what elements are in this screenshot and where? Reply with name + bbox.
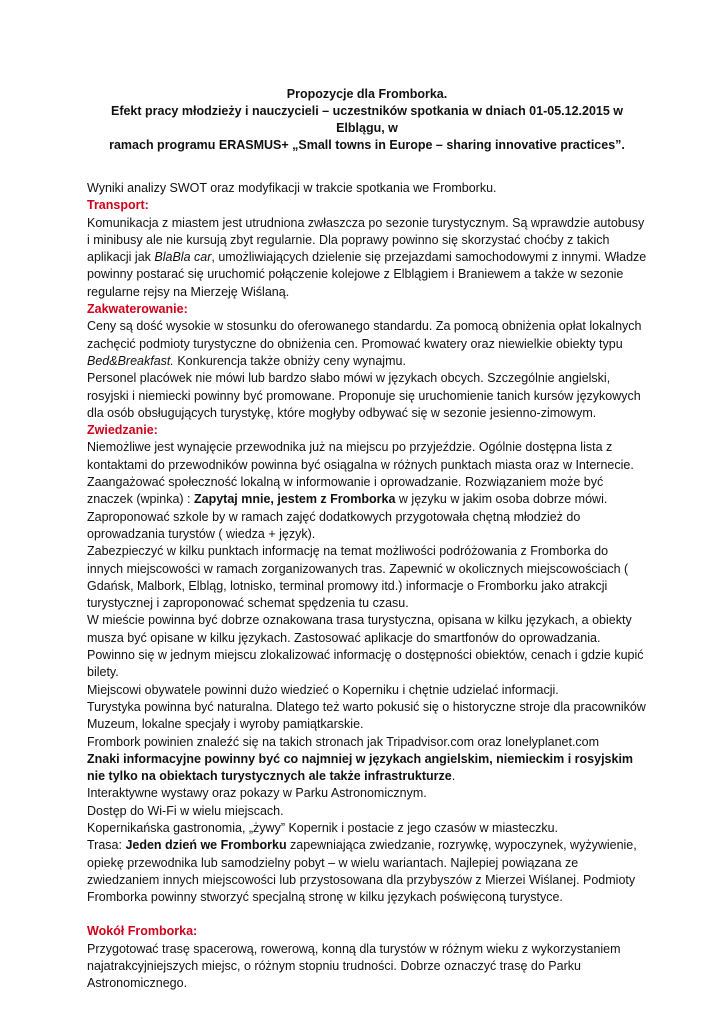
section-heading-around: Wokół Fromborka: — [87, 924, 198, 939]
italic-text: Bed&Breakfast. — [87, 353, 174, 368]
accommodation-paragraph-1 — [87, 318, 647, 370]
sightseeing-paragraph-12: Dostęp do Wi-Fi w wielu miejscach. — [87, 803, 284, 818]
sightseeing-paragraph-3: Zaproponować szkole by w ramach zajęć dodatkowych przygotowała chętną młodzież do oprowadzania turystów ( wiedza + język). — [87, 509, 581, 541]
document-subtitle-line-1: Efekt pracy młodzieży i nauczycieli – uczestników spotkania w dniach 01-05.12.2015 w Elblągu, w — [110, 104, 623, 135]
sightseeing-paragraph-6: Powinno się w jednym miejscu zlokalizować informację o dostępności obiektów, cenach i gdzie kupić bilety. — [87, 648, 644, 680]
text-run: Komunikacja z miastem jest utrudniona zwłaszcza po sezonie turystycznym. Są wprawdzie autobusy i minibusy ale nie kursują zbyt regularnie. Dla poprawy powinno się skorzystać choćby z takich aplikacji jak — [87, 215, 645, 265]
accommodation-paragraph-2: Personel placówek nie mówi lub bardzo słabo mówi w językach obcych. Szczególnie angielski, rosyjski i niemiecki powinny być promowane. Proponuje się uruchomienie tanich kursów językowych dla osób obsługujących turystykę, które mogłyby odbywać się w sezonie jesienno-zimowym. — [87, 371, 641, 420]
italic-text: BlaBla car — [154, 250, 212, 265]
sightseeing-paragraph-8: Turystyka powinna być naturalna. Dlatego też warto pokusić się o historyczne stroje dla pracowników Muzeum, lokalne specjały i wyroby pamiątkarskie. — [87, 699, 646, 732]
spacer — [87, 906, 647, 923]
sightseeing-paragraph-2 — [87, 474, 647, 509]
sightseeing-paragraph-5: W mieście powinna być dobrze oznakowana trasa turystyczna, opisana w kilku językach, a obiekty musza być opisane w kilku językach. Zastosować aplikacje do smartfonów do oprowadzania. — [87, 613, 632, 645]
text-run: , umożliwiających dzielenie się przejazdami samochodowymi z innymi. Władze powinny postarać się uruchomić połączenie kolejowe z Elblągiem i Braniewem a także w sezonie regularne rejsy na Mierzeję Wiślaną. — [87, 250, 647, 299]
bold-text: Zapytaj mnie, jestem z Fromborka — [193, 492, 396, 507]
sightseeing-paragraph-14 — [87, 837, 647, 906]
sightseeing-paragraph-11: Interaktywne wystawy oraz pokazy w Parku Astronomicznym. — [87, 786, 427, 801]
sightseeing-paragraph-10 — [87, 751, 647, 786]
text-run: . — [451, 769, 456, 784]
text-run: Ceny są dość wysokie w stosunku do oferowanego standardu. Za pomocą obniżenia opłat lokalnych zachęcić podmioty turystyczne do obniżenia cen. Promować kwatery oraz niewielkie obiekty typu — [87, 319, 642, 351]
section-heading-sightseeing: Zwiedzanie: — [87, 423, 158, 438]
text-run: Konkurencja także obniży ceny wynajmu. — [173, 353, 406, 368]
text-run: Trasa: — [87, 838, 126, 853]
intro-paragraph: Wyniki analizy SWOT oraz modyfikacji w trakcie spotkania we Fromborku. — [87, 181, 497, 195]
section-heading-accommodation: Zakwaterowanie: — [87, 302, 188, 317]
document-subtitle-line-2: ramach programu ERASMUS+ „Small towns in Europe – sharing innovative practices”. — [109, 138, 625, 152]
sightseeing-paragraph-4: Zabezpieczyć w kilku punktach informację na temat możliwości podróżowania z Fromborka do innych miejscowości w ramach zorganizowanych tras. Zapewnić w okolicznych miejscowościach ( Gdańsk, Malbork, Elbląg, lotnisko, terminal promowy itd.) informacje o Fromborku jako atrakcji turystycznej i zaproponować schemat spędzenia tu czasu. — [87, 544, 629, 611]
around-paragraph: Przygotować trasę spacerową, rowerową, konną dla turystów w różnym wieku z wykorzystaniem najatrakcyjniejszych miejsc, o różnym stopniu trudności. Dobrze oznaczyć trasę do Parku Astronomicznego. — [87, 941, 621, 991]
sightseeing-paragraph-13: Kopernikańska gastronomia, „żywy” Kopernik i postacie z jego czasów w miasteczku. — [87, 820, 559, 835]
transport-paragraph — [87, 215, 647, 301]
bold-text: Jeden dzień we Fromborku — [125, 838, 287, 853]
section-heading-transport: Transport: — [87, 198, 149, 213]
sightseeing-paragraph-7: Miejscowi obywatele powinni dużo wiedzieć o Koperniku i chętnie udzielać informacji. — [87, 682, 559, 697]
sightseeing-paragraph-9: Frombork powinien znaleźć się na takich stronach jak Tripadvisor.com oraz lonelyplanet.com — [87, 734, 600, 749]
text-run: w języku w jakim osoba dobrze mówi. — [395, 492, 608, 507]
document-body — [87, 180, 647, 993]
bold-text: Znaki informacyjne powinny być co najmniej w językach angielskim, niemieckim i rosyjskim nie tylko na obiektach turystycznych ale także infrastrukturze — [87, 751, 634, 784]
text-run: zapewniająca zwiedzanie, rozrywkę, wypoczynek, wyżywienie, opiekę przewodnika lub samodzielny pobyt – w wielu wariantach. Najlepiej powiązana ze zwiedzaniem innych miejscowości lub przystosowana dla przybyszów z Mierzei Wiślanej. Podmioty Fromborka powinny stworzyć specjalną stronę w kilku językach poświęconą turystyce. — [87, 838, 637, 905]
document-title: Propozycje dla Fromborka. — [286, 87, 448, 101]
text-run: Zaangażować społeczność lokalną w informowanie i oprowadzanie. Rozwiązaniem może być znaczek (wpinka) : — [87, 475, 604, 507]
document-page — [87, 0, 647, 993]
sightseeing-paragraph-1: Niemożliwe jest wynajęcie przewodnika już na miejscu po przyjeździe. Ogólnie dostępna lista z kontaktami do przewodników powinna być osiągalna w różnych punktach miasta oraz w Internecie. — [87, 440, 634, 472]
